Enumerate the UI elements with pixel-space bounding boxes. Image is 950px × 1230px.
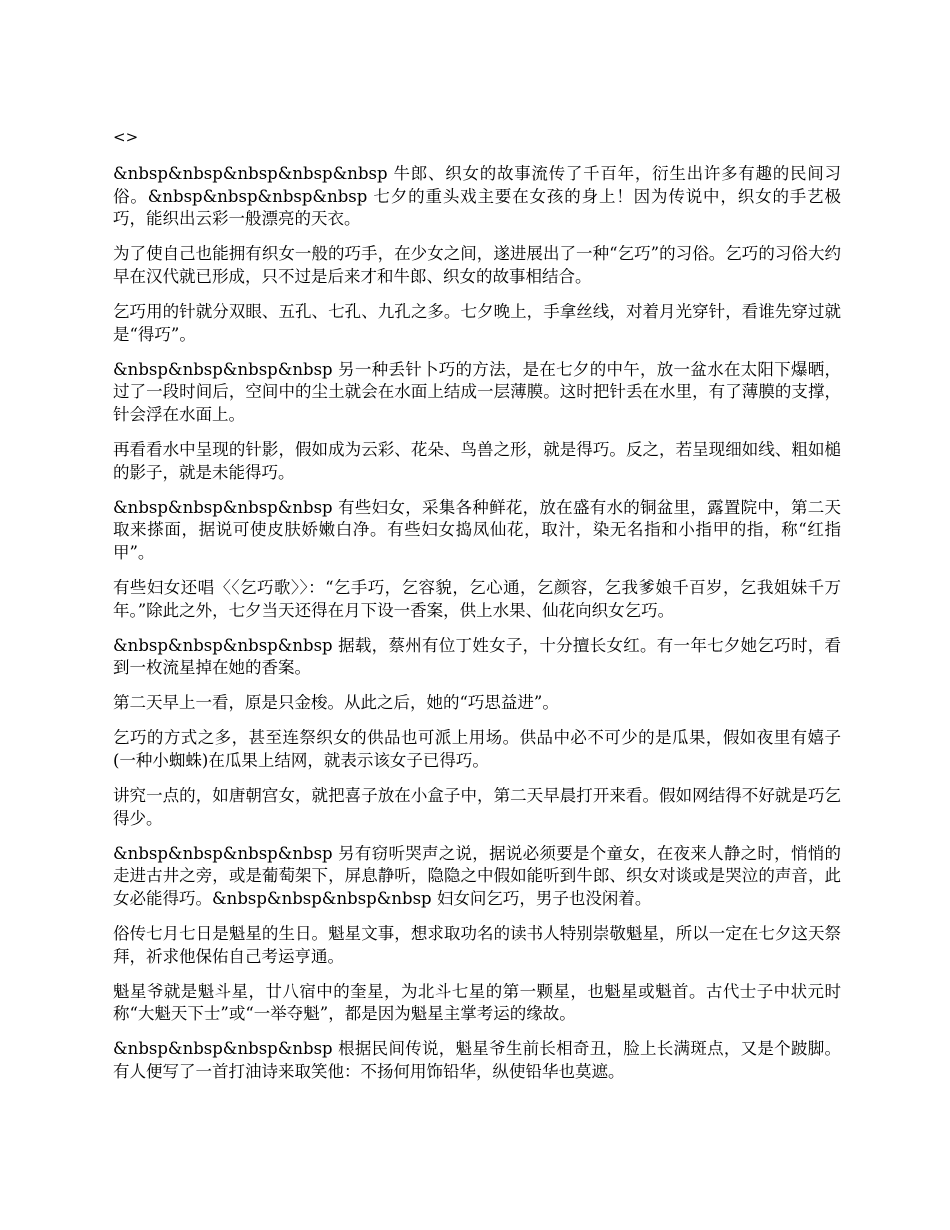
paragraph-8: &nbsp&nbsp&nbsp&nbsp 据载，蔡州有位丁姓女子，十分擅长女红。有一年七夕她乞巧时，看到一枚流星掉在她的香案。 [113, 635, 841, 678]
paragraph-4: &nbsp&nbsp&nbsp&nbsp 另一种丢针卜巧的方法，是在七夕的中午，放一盆水在太阳下爆晒，过了一段时间后，空间中的尘土就会在水面上结成一层薄膜。这时把针丢在水里，有了薄膜的支撑，针会浮在水面上。 [113, 359, 841, 424]
paragraph-5: 再看看水中呈现的针影，假如成为云彩、花朵、鸟兽之形，就是得巧。反之，若呈现细如线、粗如槌的影子，就是未能得巧。 [113, 439, 841, 482]
paragraph-6: &nbsp&nbsp&nbsp&nbsp 有些妇女，采集各种鲜花，放在盛有水的铜盆里，露置院中，第二天取来搽面，据说可使皮肤娇嫩白净。有些妇女捣凤仙花，取汁，染无名指和小指甲的指，称“红指甲”。 [113, 497, 841, 562]
document-page [113, 126, 841, 1096]
paragraph-9: 第二天早上一看，原是只金梭。从此之后，她的“巧思益进”。 [113, 693, 559, 713]
paragraph-1: &nbsp&nbsp&nbsp&nbsp&nbsp 牛郎、织女的故事流传了千百年，衍生出许多有趣的民间习俗。&nbsp&nbsp&nbsp&nbsp 七夕的重头戏主要在女孩的身上！因为传说中，织女的手艺极巧，能织出云彩一般漂亮的天衣。 [113, 164, 841, 229]
document-header: <> [113, 128, 139, 146]
paragraph-14: 魁星爷就是魁斗星，廿八宿中的奎星，为北斗七星的第一颗星，也魁星或魁首。古代士子中状元时称“大魁天下士”或“一举夺魁”，都是因为魁星主掌考运的缘故。 [113, 981, 841, 1024]
paragraph-12: &nbsp&nbsp&nbsp&nbsp 另有窃听哭声之说，据说必须要是个童女，在夜来人静之时，悄悄的走进古井之旁，或是葡萄架下，屏息静听，隐隐之中假如能听到牛郎、织女对谈或是哭泣的声音，此女必能得巧。&nbsp&nbsp&nbsp&nbsp 妇女问乞巧，男子也没闲着。 [113, 843, 841, 908]
paragraph-10: 乞巧的方式之多，甚至连祭织女的供品也可派上用场。供品中必不可少的是瓜果，假如夜里有嬉子(一种小蜘蛛)在瓜果上结网，就表示该女子已得巧。 [113, 728, 841, 770]
paragraph-13: 俗传七月七日是魁星的生日。魁星文事，想求取功名的读书人特别崇敬魁星，所以一定在七夕这天祭拜，祈求他保佑自己考运亨通。 [113, 924, 841, 966]
paragraph-15: &nbsp&nbsp&nbsp&nbsp 根据民间传说，魁星爷生前长相奇丑，脸上长满斑点，又是个跛脚。有人便写了一首打油诗来取笑他：不扬何用饰铅华，纵使铅华也莫遮。 [113, 1039, 841, 1081]
paragraph-3: 乞巧用的针就分双眼、五孔、七孔、九孔之多。七夕晚上，手拿丝线，对着月光穿针，看谁先穿过就是“得巧”。 [113, 301, 841, 344]
paragraph-11: 讲究一点的，如唐朝宫女，就把喜子放在小盒子中，第二天早晨打开来看。假如网结得不好就是巧乞得少。 [113, 786, 841, 828]
paragraph-2: 为了使自己也能拥有织女一般的巧手，在少女之间，遂进展出了一种“乞巧”的习俗。乞巧的习俗大约早在汉代就已形成，只不过是后来才和牛郎、织女的故事相结合。 [113, 244, 841, 286]
paragraph-7: 有些妇女还唱〈〈乞巧歌〉〉：“乞手巧，乞容貌，乞心通，乞颜容，乞我爹娘千百岁，乞我姐妹千万年。”除此之外，七夕当天还得在月下设一香案，供上水果、仙花向织女乞巧。 [113, 577, 841, 620]
